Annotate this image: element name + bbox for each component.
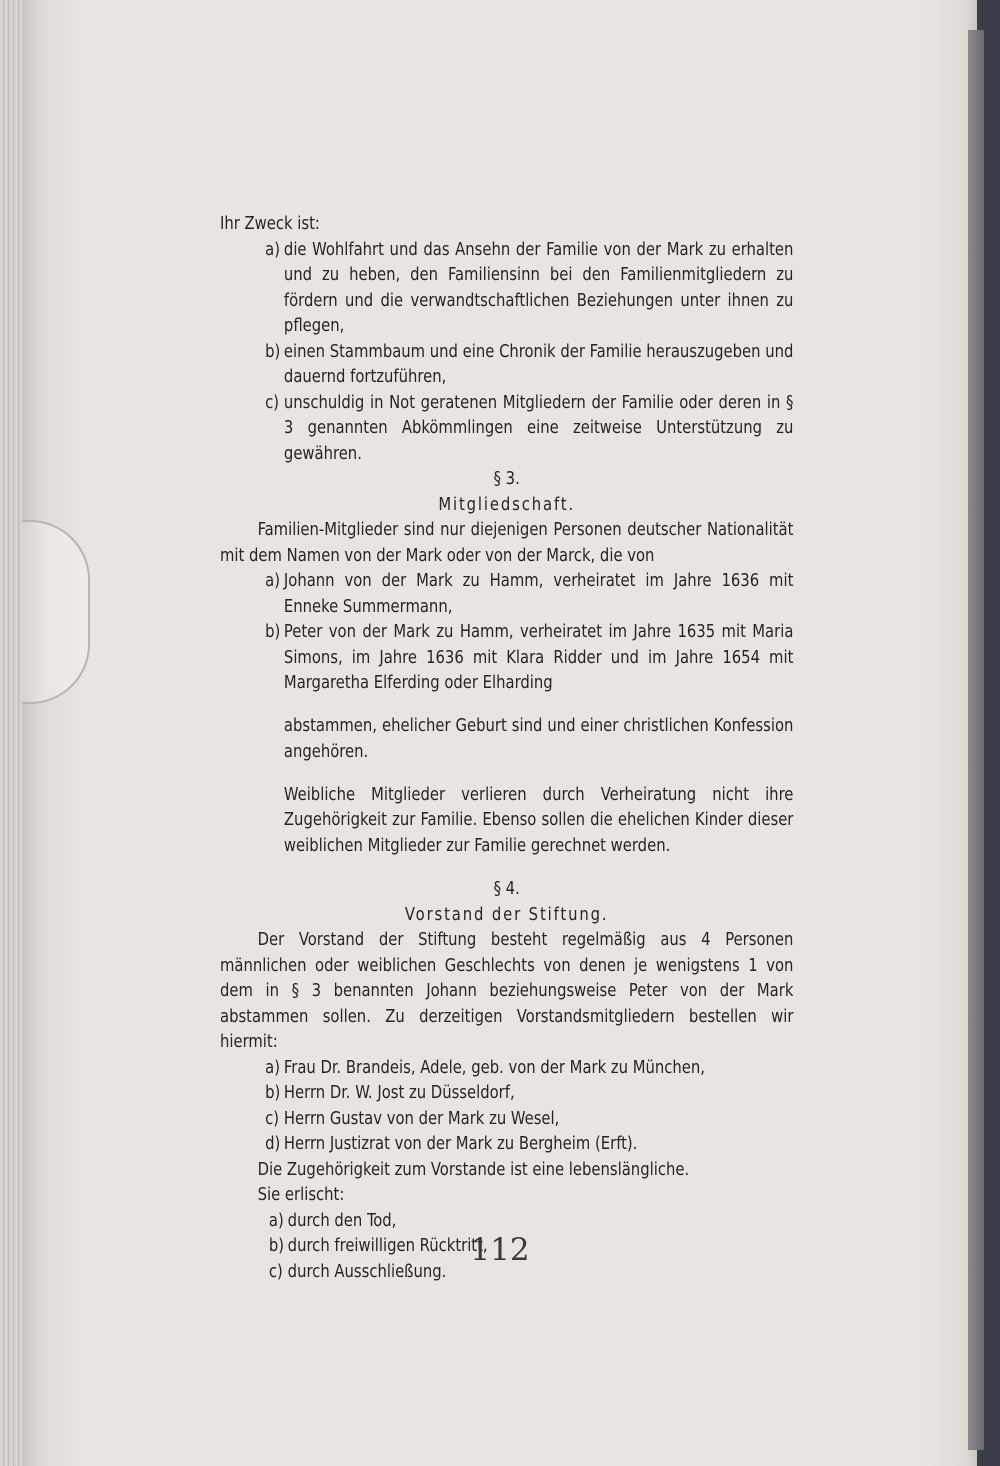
purpose-item-c [265,391,793,468]
page-number: 112 [470,1232,530,1268]
item-label: d) [265,1134,281,1154]
item-label: b) [265,1083,281,1103]
ancestor-item-a [265,569,793,620]
item-label: a) [265,1057,280,1078]
section-4-number: § 4. [493,879,520,899]
item-text: Johann von der Mark zu Hamm, verheiratet im Jahre 1636 mit Enneke Summermann, [283,571,794,617]
item-text: durch den Tod, [287,1210,397,1231]
section-4-text: Der Vorstand der Stiftung besteht regelmäßig aus 4 Personen männlichen oder weiblichen Geschlechts von denen je wenigstens 1 von dem in § 3 benannten Johann beziehungsweise Peter von der Mark abstammen sollen. Zu derzeitigen Vorstandsmitgliedern bestellen wir hiermit: [220,930,794,1052]
item-label: c) [265,392,280,413]
item-text: Frau Dr. Brandeis, Adele, geb. von der Mark zu München, [283,1057,705,1078]
item-text: Herrn Dr. W. Jost zu Düsseldorf, [283,1083,515,1103]
item-text: Peter von der Mark zu Hamm, verheiratet im Jahre 1635 mit Maria Simons, im Jahre 1636 mit Klara Ridder und im Jahre 1654 mit Margaretha Elferding oder Elharding [283,622,794,693]
expiry-item-a [269,1209,794,1235]
item-label: c) [268,1261,283,1282]
item-text: durch Ausschließung. [287,1261,447,1282]
item-label: b) [265,341,281,362]
section-3-number: § 3. [493,469,520,489]
board-member-c [265,1107,793,1133]
item-label: b) [265,622,281,642]
item-text: Herrn Gustav von der Mark zu Wesel, [283,1108,560,1129]
purpose-item-a [265,238,793,340]
item-text: unschuldig in Not geratenen Mitgliedern der Familie oder deren in § 3 genannten Abkömmlingen eine zeitweise Unterstützung zu gewähren. [283,392,794,464]
purpose-item-b [265,340,793,391]
section-4-expires: Sie erlischt: [257,1185,345,1205]
item-text: einen Stammbaum und eine Chronik der Familie herauszugeben und dauernd fortzuführen, [283,341,794,387]
section-3-continuation: abstammen, ehelicher Geburt sind und einer christlichen Konfession angehören. [283,716,794,762]
board-member-d [265,1132,793,1158]
item-label: a) [268,1210,284,1231]
board-member-a [265,1056,793,1082]
item-label: a) [265,239,280,260]
section-3-text: Familien-Mitglieder sind nur diejenigen Personen deutscher Nationalität mit dem Namen von der Mark oder von der Marck, die von [220,520,794,566]
section-3-women-note: Weibliche Mitglieder verlieren durch Verheiratung nicht ihre Zugehörigkeit zur Familie. Ebenso sollen die ehelichen Kinder dieser weiblichen Mitglieder zur Familie gerechnet werden. [283,784,794,856]
item-text: Herrn Justizrat von der Mark zu Bergheim (Erft). [283,1134,638,1154]
item-text: die Wohlfahrt und das Ansehn der Familie von der Mark zu erhalten und zu heben, den Familiensinn bei den Familienmitgliedern zu fördern und die verwandtschaftlichen Beziehungen unter ihnen zu pflegen, [283,239,794,336]
section-3-title: Mitgliedschaft. [438,494,576,515]
page-text [220,212,793,1285]
board-member-b [265,1081,793,1107]
purpose-intro: Ihr Zweck ist: [220,214,320,234]
section-4-lifelong: Die Zugehörigkeit zum Vorstande ist eine lebenslängliche. [257,1159,690,1180]
section-4-title: Vorstand der Stiftung. [404,904,609,925]
ancestor-item-b [265,620,793,697]
binder-clip [22,520,90,704]
item-label: c) [265,1108,280,1129]
item-text: durch freiwilligen Rücktritt, [287,1236,488,1256]
item-label: b) [268,1236,285,1256]
item-label: a) [265,571,280,591]
